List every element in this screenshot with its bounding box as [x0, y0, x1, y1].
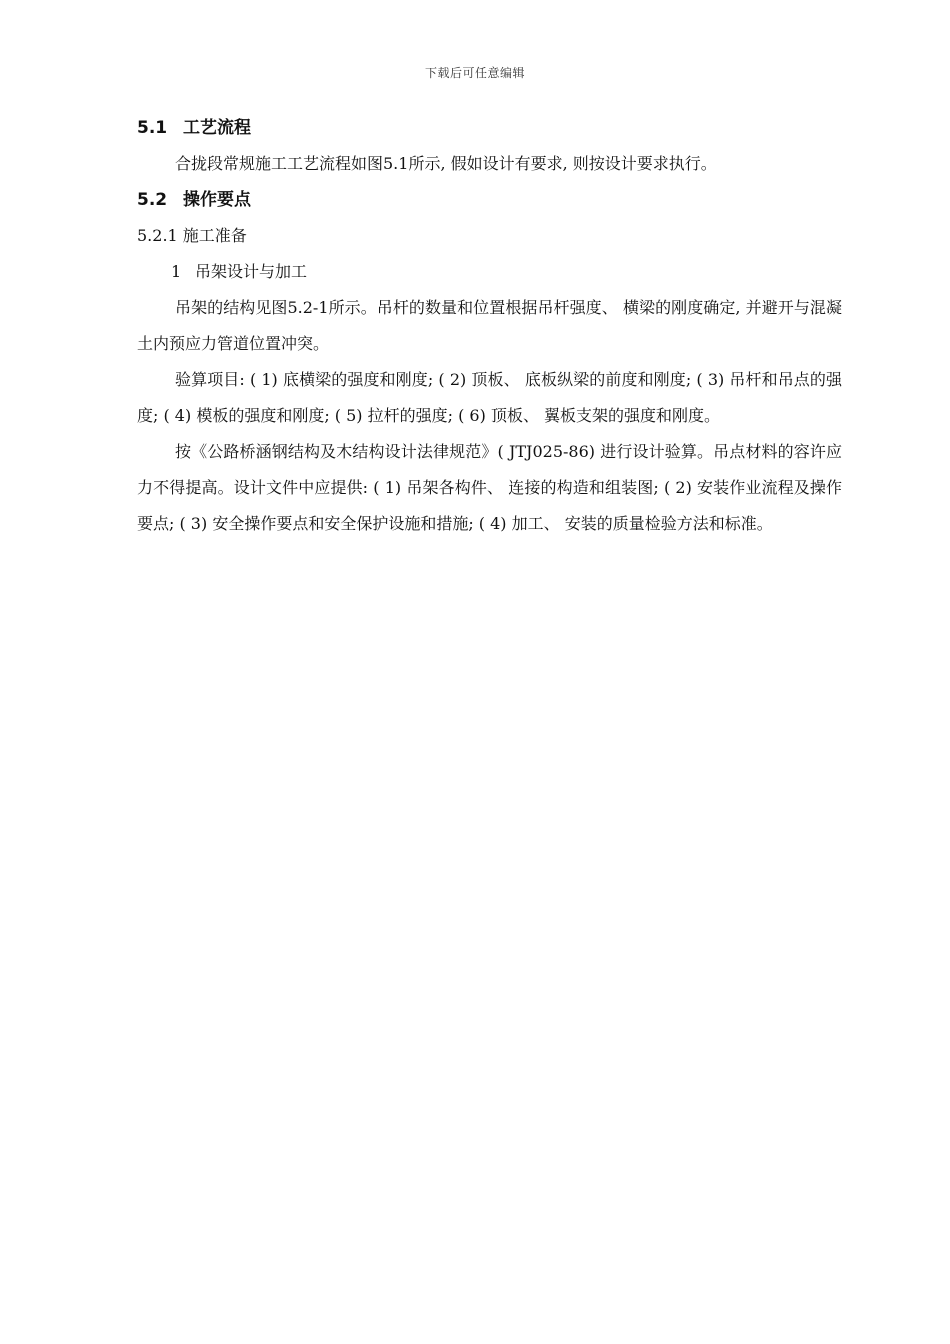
section-heading-5-2 — [137, 182, 842, 218]
section-number: 5.1 — [137, 118, 168, 138]
header-note: 下载后可任意编辑 — [424, 66, 525, 80]
section-heading-5-1 — [137, 110, 842, 146]
section-title: 操作要点 — [183, 190, 251, 210]
section-title: 工艺流程 — [183, 118, 251, 138]
item-title: 吊架设计与加工 — [195, 262, 308, 281]
subsection-heading-5-2-1: 5.2.1 施工准备 — [137, 226, 247, 245]
document-body — [137, 110, 842, 542]
item-heading-1 — [137, 254, 842, 290]
item-number: 1 — [171, 262, 182, 281]
paragraph-process-flow: 合拢段常规施工工艺流程如图5.1所示, 假如设计有要求, 则按设计要求执行。 — [175, 154, 717, 173]
paragraph-design-specification: 按《公路桥涵钢结构及木结构设计法律规范》( JTJ025-86) 进行设计验算。吊点材料的容许应力不得提高。设计文件中应提供: ( 1) 吊架各构件、 连接的构造和组装图; ( 2) 安装作业流程及操作要点; ( 3) 安全操作要点和安全保护设施和措施; ( 4) 加工、 安装的质量检验方法和标准。 — [137, 442, 842, 533]
paragraph-check-items: 验算项目: ( 1) 底横梁的强度和刚度; ( 2) 顶板、 底板纵梁的前度和刚度; ( 3) 吊杆和吊点的强度; ( 4) 模板的强度和刚度; ( 5) 拉杆的强度; ( 6) 顶板、 翼板支架的强度和刚度。 — [137, 370, 842, 425]
paragraph-hanger-structure: 吊架的结构见图5.2-1所示。吊杆的数量和位置根据吊杆强度、 横梁的刚度确定, 并避开与混凝土内预应力管道位置冲突。 — [137, 298, 842, 353]
section-number: 5.2 — [137, 190, 168, 210]
